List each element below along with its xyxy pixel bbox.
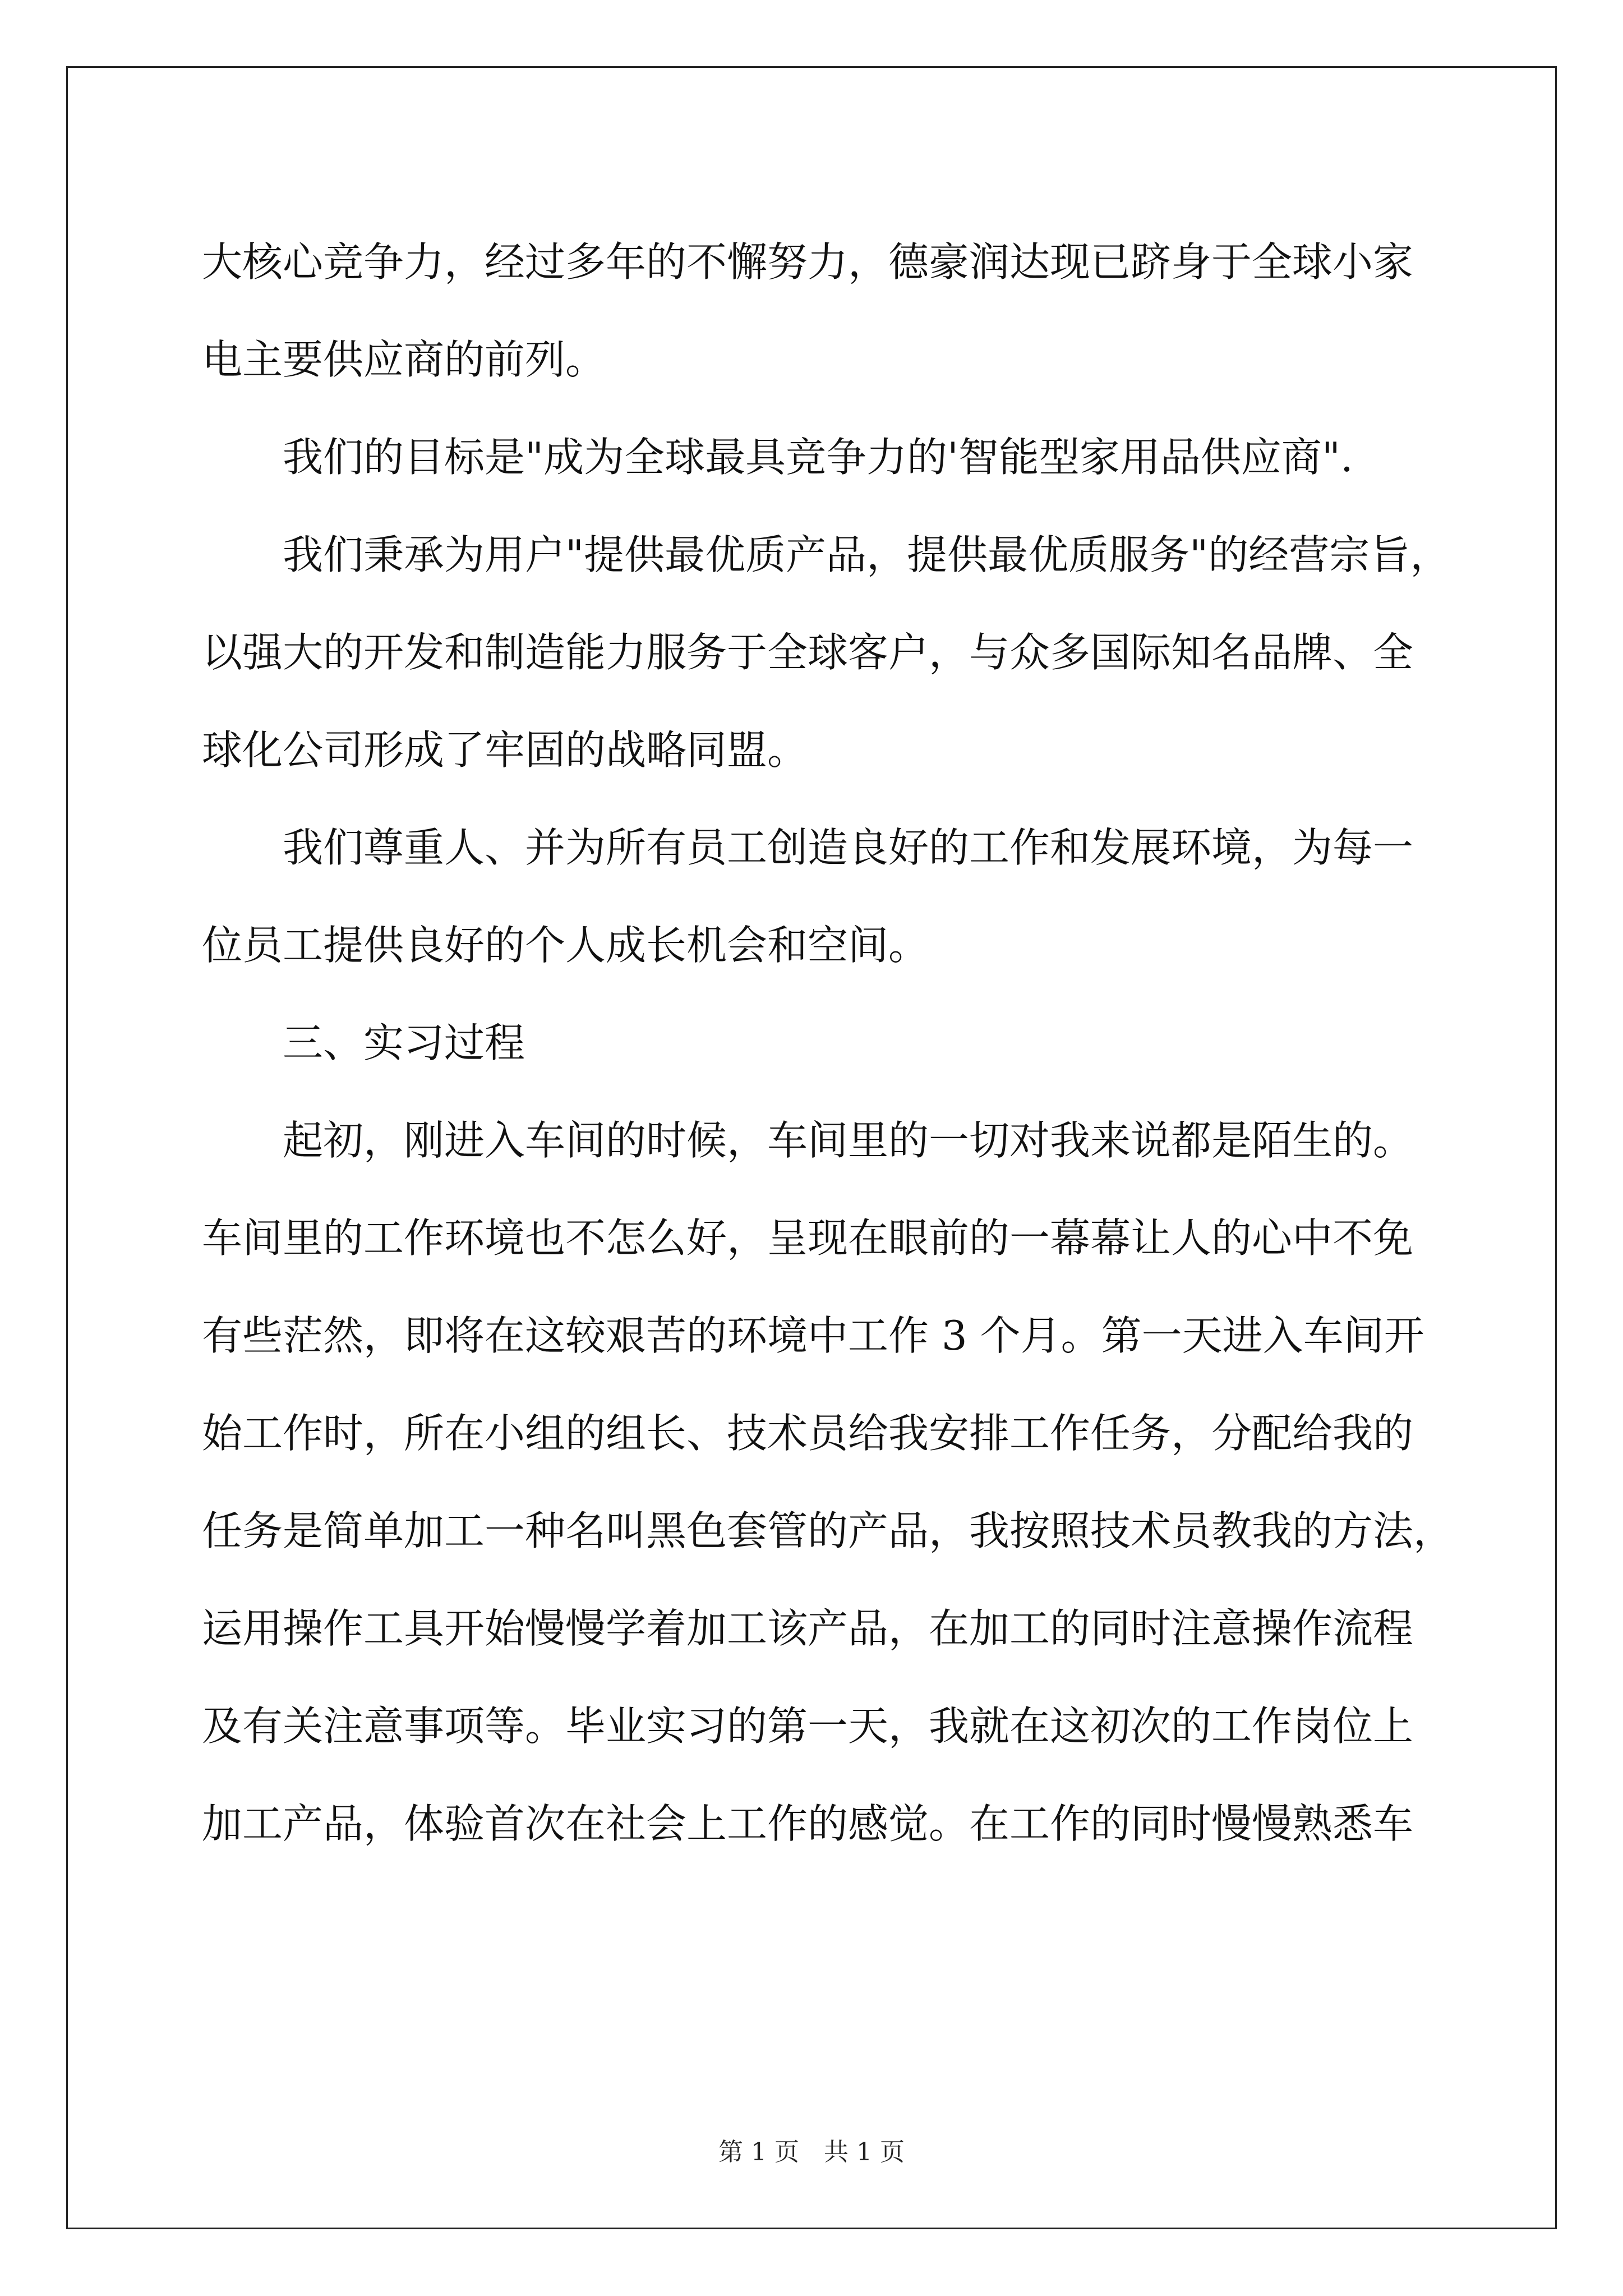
text-line: 任务是简单加工一种名叫黑色套管的产品，我按照技术员教我的方法， xyxy=(202,1507,1454,1554)
text-line: 我们尊重人、并为所有员工创造良好的工作和发展环境，为每一 xyxy=(283,824,1414,871)
text-line: 加工产品，体验首次在社会上工作的感觉。在工作的同时慢慢熟悉车 xyxy=(202,1800,1414,1847)
text-line: 球化公司形成了牢固的战略同盟。 xyxy=(202,726,808,774)
text-line: 有些茫然，即将在这较艰苦的环境中工作 3 个月。第一天进入车间开 xyxy=(202,1312,1424,1359)
page-number: 第 1 页 共 1 页 xyxy=(718,2138,905,2166)
page-footer xyxy=(0,2132,1623,2168)
text-line: 位员工提供良好的个人成长机会和空间。 xyxy=(202,922,929,969)
text-line: 起初，刚进入车间的时候，车间里的一切对我来说都是陌生的。 xyxy=(283,1117,1414,1164)
text-line: 我们的目标是"成为全球最具竞争力的'智能型家用品供应商". xyxy=(283,434,1353,481)
text-line: 我们秉承为用户"提供最优质产品，提供最优质服务"的经营宗旨， xyxy=(283,531,1451,578)
text-line: 始工作时，所在小组的组长、技术员给我安排工作任务，分配给我的 xyxy=(202,1410,1414,1457)
text-line: 运用操作工具开始慢慢学着加工该产品，在加工的同时注意操作流程 xyxy=(202,1605,1414,1652)
text-line: 车间里的工作环境也不怎么好，呈现在眼前的一幕幕让人的心中不免 xyxy=(202,1214,1414,1262)
text-line: 大核心竞争力，经过多年的不懈努力，德豪润达现已跻身于全球小家 xyxy=(202,238,1414,286)
text-line: 以强大的开发和制造能力服务于全球客户，与众多国际知名品牌、全 xyxy=(202,629,1414,676)
document-body xyxy=(202,213,1454,1872)
text-line: 及有关注意事项等。毕业实习的第一天，我就在这初次的工作岗位上 xyxy=(202,1703,1414,1750)
text-line: 电主要供应商的前列。 xyxy=(202,336,606,383)
section-heading: 三、实习过程 xyxy=(283,1019,525,1066)
